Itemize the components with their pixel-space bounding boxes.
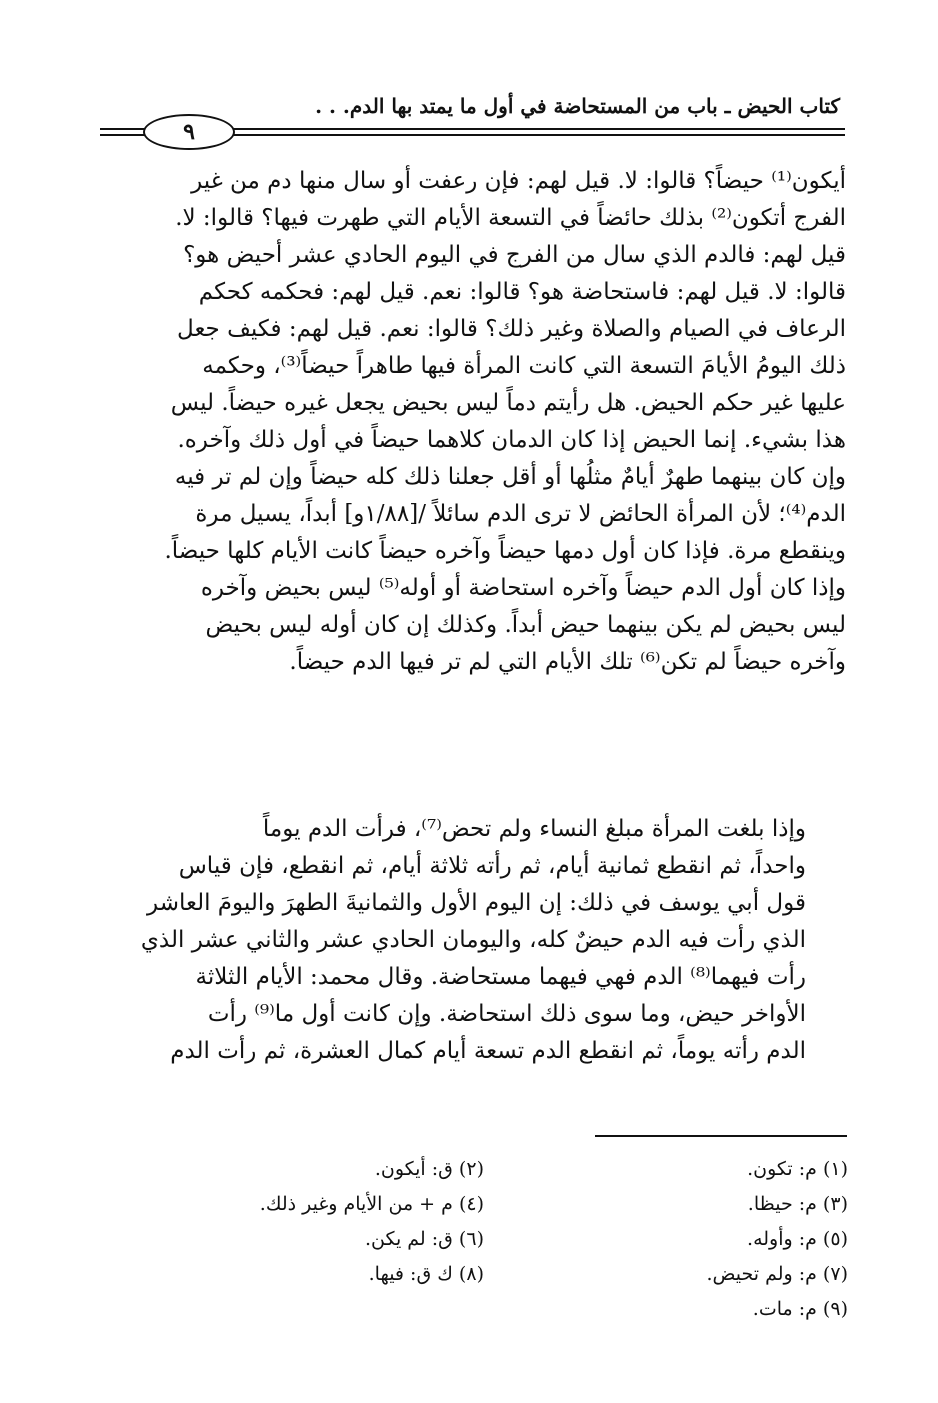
text-line: الذي رأت فيه الدم حيضٌ كله، واليومان الحادي عشر والثاني عشر الذي <box>140 927 806 953</box>
paragraph-1 <box>100 163 846 681</box>
text-line: قالوا: لا. قيل لهم: فاستحاضة هو؟ قالوا: نعم. قيل لهم: فحكمه كحكم <box>198 279 846 305</box>
footnote-6: (٦) ق: لم يكن. <box>364 1228 484 1250</box>
footnote-3: (٣) م: حيظا. <box>747 1193 848 1215</box>
footnote-8: (٨) ك ق: فيها. <box>368 1263 484 1285</box>
text-line: وينقطع مرة. فإذا كان أول دمها حيضاً وآخره حيضاً كانت الأيام كلها حيضاً. <box>164 538 846 564</box>
text-line: قيل لهم: فالدم الذي سال من الفرج في اليوم الحادي عشر أحيض هو؟ <box>183 242 846 268</box>
text-line: هذا بشيء. إنما الحيض إذا كان الدمان كلاهما حيضاً في أول ذلك وآخره. <box>177 427 846 453</box>
text-line: وإن كان بينهما طهرٌ أيامٌ مثلُها أو أقل جعلنا ذلك كله حيضاً وإن لم تر فيه <box>174 464 846 490</box>
footnote-7: (٧) م: ولم تحيض. <box>706 1263 848 1285</box>
footnote-row <box>120 1257 848 1292</box>
text-line: وإذا كان أول الدم حيضاً وآخره استحاضة أو أوله⁽⁵⁾ ليس بحيض وآخره <box>200 575 846 601</box>
text-line: رأت فيهما⁽⁸⁾ الدم فهي فيهما مستحاضة. وقال محمد: الأيام الثلاثة <box>195 964 806 990</box>
footnote-row <box>120 1152 848 1187</box>
running-title: كتاب الحيض ـ باب من المستحاضة في أول ما يمتد بها الدم. . . <box>315 94 840 118</box>
text-line: الفرج أتكون⁽²⁾ بذلك حائضاً في التسعة الأيام التي طهرت فيها؟ قالوا: لا. <box>175 205 846 231</box>
footnote-separator <box>595 1135 847 1137</box>
text-line: الرعاف في الصيام والصلاة وغير ذلك؟ قالوا: نعم. قيل لهم: فكيف جعل <box>177 316 846 342</box>
footnote-1: (١) م: تكون. <box>747 1158 848 1180</box>
footnote-9: (٩) م: مات. <box>752 1298 848 1320</box>
paragraph-2 <box>100 811 846 1070</box>
text-line: قول أبي يوسف في ذلك: إن اليوم الأول والثمانيةَ الطهرَ واليومَ العاشر <box>147 890 806 916</box>
text-line: ذلك اليومُ الأيامَ التسعة التي كانت المرأة فيها طاهراً حيضاً⁽³⁾، وحكمه <box>202 353 846 379</box>
footnote-row <box>120 1222 848 1257</box>
footnote-row <box>120 1292 848 1327</box>
text-line: أيكون⁽¹⁾ حيضاً؟ قالوا: لا. قيل لهم: فإن رعفت أو سال منها دم من غير <box>191 168 846 194</box>
footnote-5: (٥) م: وأوله. <box>747 1228 848 1250</box>
footnote-row <box>120 1187 848 1222</box>
text-line: وآخره حيضاً لم تكن⁽⁶⁾ تلك الأيام التي لم تر فيها الدم حيضاً. <box>289 649 846 675</box>
footnote-4: (٤) م + من الأيام وغير ذلك. <box>259 1193 484 1215</box>
text-line: عليها غير حكم الحيض. هل رأيتم دماً ليس بحيض يجعل غيره حيضاً. ليس <box>170 390 846 416</box>
text-line: الدم⁽⁴⁾؛ لأن المرأة الحائض لا ترى الدم سائلاً /[١/٨٨و] أبداً، يسيل مرة <box>195 501 846 527</box>
text-line: وإذا بلغت المرأة مبلغ النساء ولم تحض⁽⁷⁾، فرأت الدم يوماً <box>262 816 806 842</box>
text-line: واحداً، ثم انقطع ثمانية أيام، ثم رأته ثلاثة أيام، ثم انقطع، فإن قياس <box>178 853 806 879</box>
text-line: الأواخر حيض، وما سوى ذلك استحاضة. وإن كانت أول ما⁽⁹⁾ رأت <box>207 1001 806 1027</box>
text-line: الدم رأته يوماً، ثم انقطع الدم تسعة أيام كمال العشرة، ثم رأت الدم <box>170 1038 806 1064</box>
footnotes <box>120 1152 848 1327</box>
page-number: ٩ <box>143 114 235 150</box>
footnote-2: (٢) ق: أيكون. <box>374 1158 484 1180</box>
text-line: ليس بحيض لم يكن بينهما حيض أبداً. وكذلك إن كان أوله ليس بحيض <box>205 612 846 638</box>
